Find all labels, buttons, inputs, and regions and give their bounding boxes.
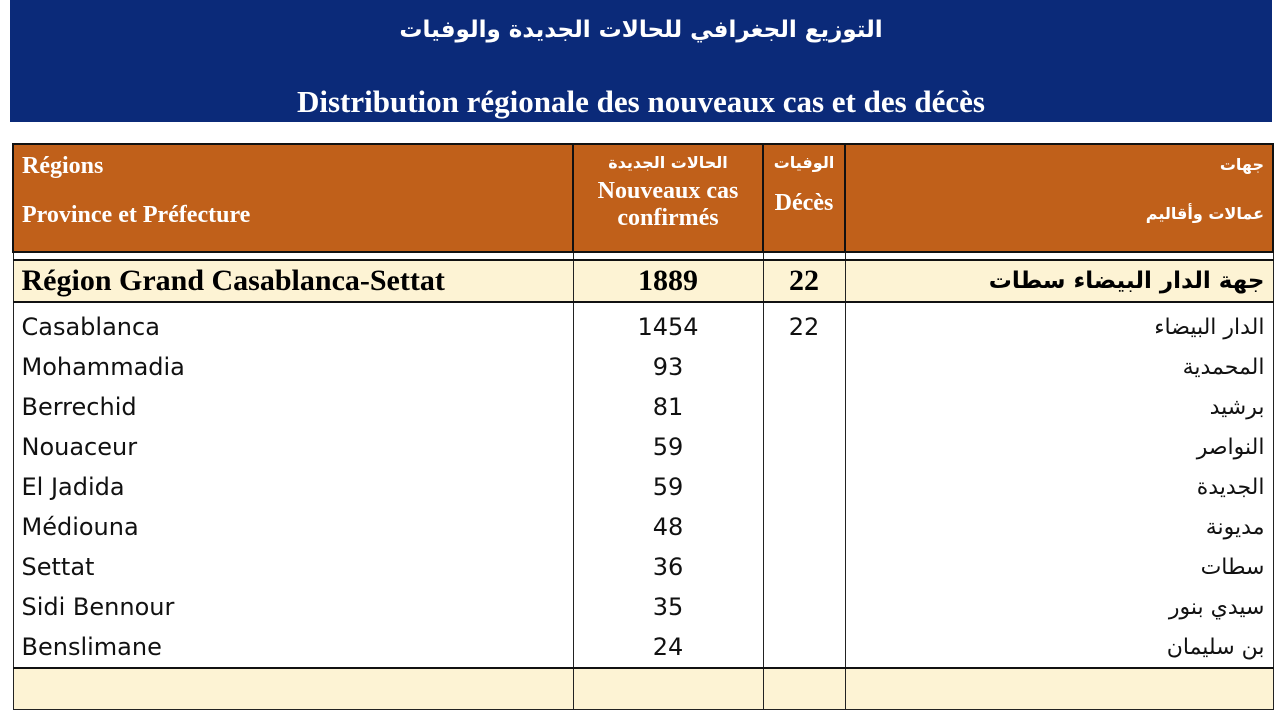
table-row [13,387,1273,427]
region-row [13,260,1273,302]
province-name-ar: النواصر [845,427,1273,467]
province-deaths [763,347,845,387]
province-name-ar: الدار البيضاء [845,302,1273,347]
table-header-row [13,144,1273,252]
province-deaths [763,467,845,507]
province-name-fr: Benslimane [13,627,573,668]
table-row [13,427,1273,467]
province-name-ar: سطات [845,547,1273,587]
province-new-cases: 1454 [573,302,763,347]
province-deaths [763,547,845,587]
header-new-cases [573,144,763,252]
regional-distribution-table [12,143,1274,710]
province-name-ar: برشيد [845,387,1273,427]
province-name-ar: المحمدية [845,347,1273,387]
region-name-ar: جهة الدار البيضاء سطات [845,260,1273,302]
province-name-fr: Sidi Bennour [13,587,573,627]
province-deaths [763,427,845,467]
title-french: Distribution régionale des nouveaux cas et des décès [296,84,985,119]
province-deaths: 22 [763,302,845,347]
table-row [13,302,1273,347]
province-name-ar: سيدي بنور [845,587,1273,627]
province-new-cases: 59 [573,427,763,467]
table-row [13,347,1273,387]
province-name-fr: Mohammadia [13,347,573,387]
table-row [13,587,1273,627]
region-name-fr: Région Grand Casablanca-Settat [13,260,573,302]
province-new-cases: 81 [573,387,763,427]
header-province-label: Province et Préfecture [22,202,251,228]
province-new-cases: 24 [573,627,763,668]
province-new-cases: 35 [573,587,763,627]
title-banner [10,0,1272,122]
province-deaths [763,507,845,547]
province-name-fr: Nouaceur [13,427,573,467]
province-new-cases: 59 [573,467,763,507]
province-deaths [763,587,845,627]
province-name-ar: بن سليمان [845,627,1273,668]
header-province-ar: عمالات وأقاليم [1145,204,1264,223]
table-row [13,507,1273,547]
province-new-cases: 36 [573,547,763,587]
header-region-ar [845,144,1273,252]
table-row [13,467,1273,507]
header-deaths [763,144,845,252]
region-new-cases: 1889 [573,260,763,302]
title-arabic: التوزيع الجغرافي للحالات الجديدة والوفيات [399,17,883,43]
province-new-cases: 48 [573,507,763,547]
province-name-ar: مديونة [845,507,1273,547]
province-name-fr: Casablanca [13,302,573,347]
province-deaths [763,627,845,668]
header-deaths-ar: الوفيات [773,153,835,172]
province-name-fr: Berrechid [13,387,573,427]
table-row [13,627,1273,668]
header-region-province [13,144,573,252]
header-deaths-fr: Décès [774,190,834,216]
province-name-fr: Médiouna [13,507,573,547]
next-region-row-cut-off [13,668,1273,710]
province-deaths [763,387,845,427]
table-row [13,547,1273,587]
region-deaths: 22 [763,260,845,302]
province-name-ar: الجديدة [845,467,1273,507]
header-regions-label: Régions [22,153,104,179]
header-new-cases-fr: Nouveaux cas confirmés [597,178,739,231]
province-new-cases: 93 [573,347,763,387]
province-name-fr: El Jadida [13,467,573,507]
header-new-cases-ar: الحالات الجديدة [608,153,728,172]
province-name-fr: Settat [13,547,573,587]
header-regions-ar: جهات [1219,155,1264,174]
